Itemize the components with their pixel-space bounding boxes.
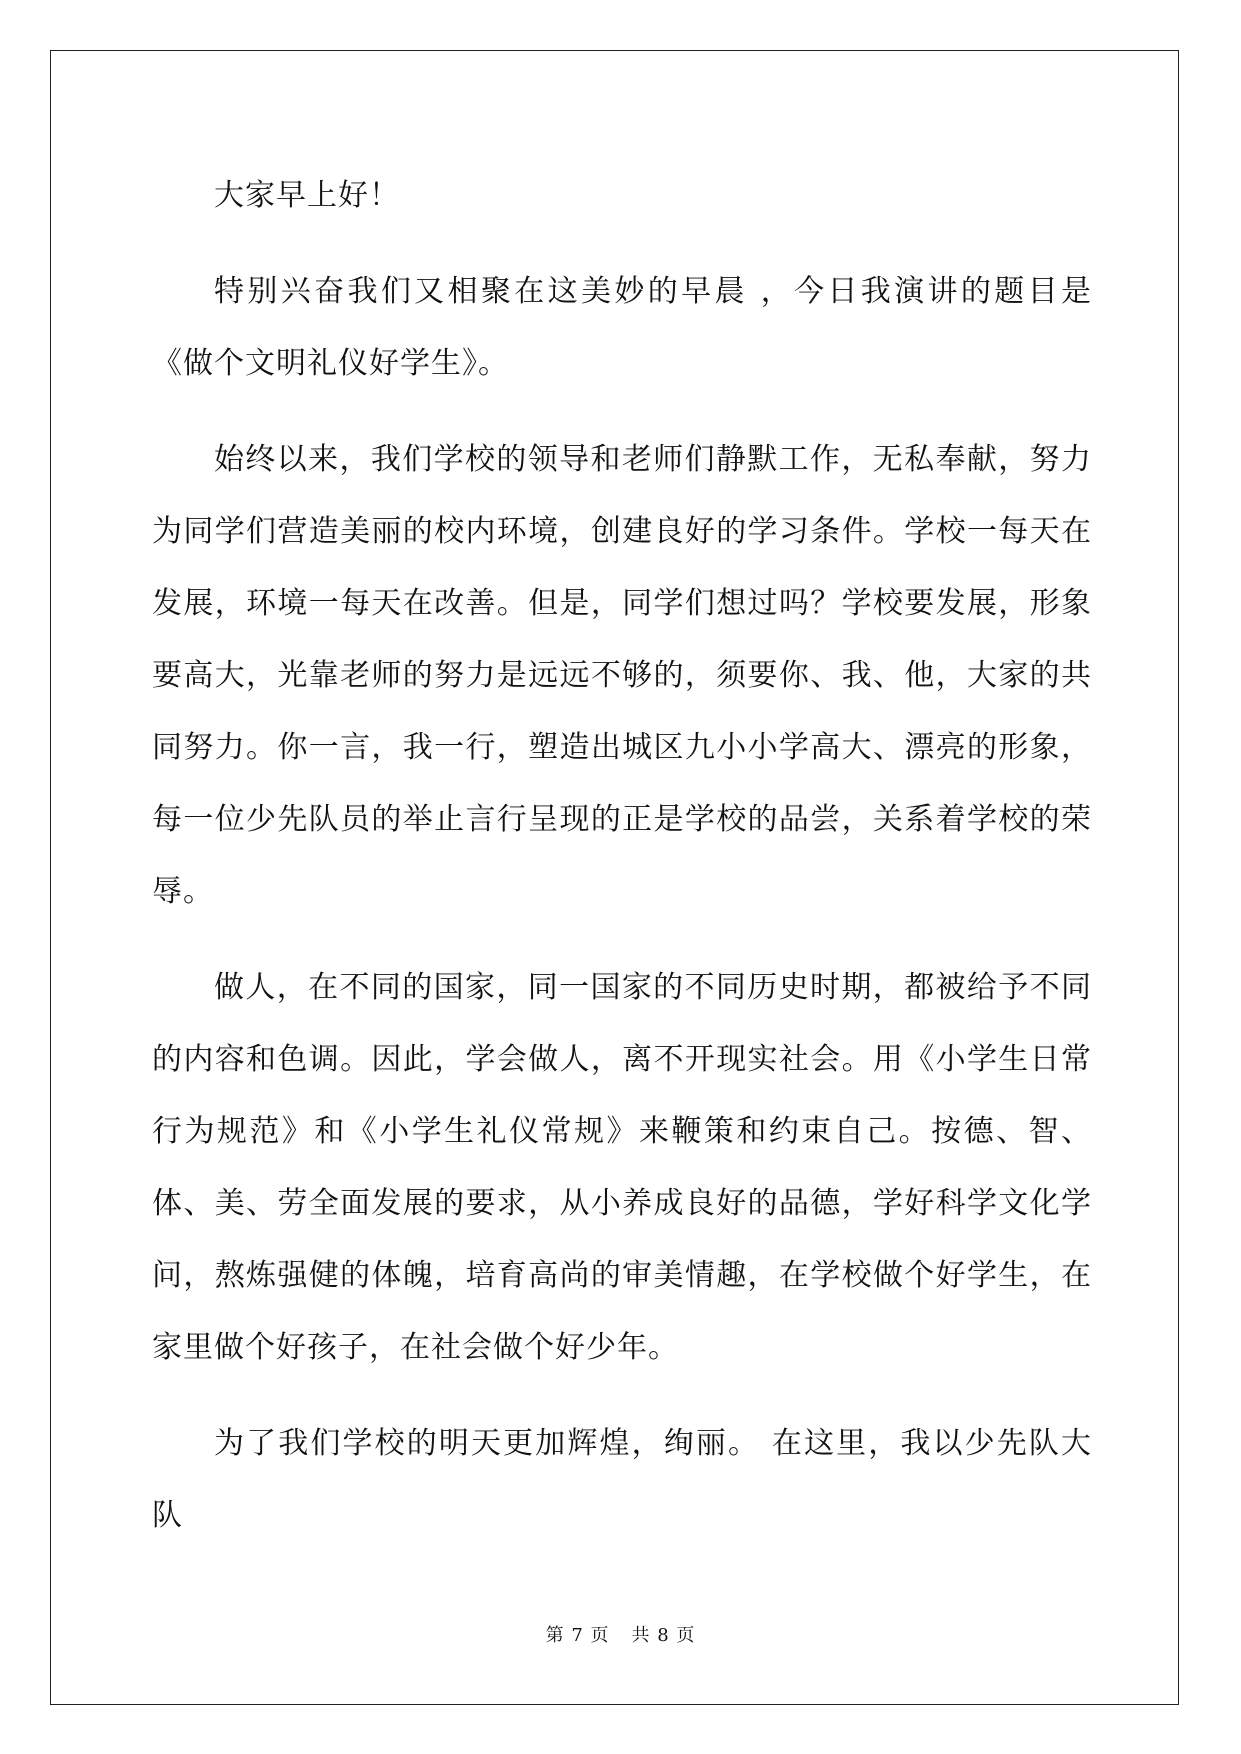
page-total: 共 8 页: [631, 1625, 696, 1646]
paragraph-school: 始终以来，我们学校的领导和老师们静默工作，无私奉献，努力为同学们营造美丽的校内环境，创建良好的学习条件。学校一每天在发展，环境一每天在改善。但是，同学们想过吗？学校要发展，形象要高大，光靠老师的努力是远远不够的，须要你、我、他，大家的共同努力。你一言，我一行，塑造出城区九小小学高大、漂亮的形象，每一位少先队员的举止言行呈现的正是学校的品尝，关系着学校的荣辱。: [152, 442, 1092, 909]
paragraph-closing: 为了我们学校的明天更加辉煌，绚丽。 在这里，我以少先队大队: [152, 1426, 1092, 1533]
paragraph-behavior: 做人，在不同的国家，同一国家的不同历史时期，都被给予不同的内容和色调。因此，学会做人，离不开现实社会。用《小学生日常行为规范》和《小学生礼仪常规》来鞭策和约束自己。按德、智、体、美、劳全面发展的要求，从小养成良好的品德，学好科学文化学问，熬炼强健的体魄，培育高尚的审美情趣，在学校做个好学生，在家里做个好孩子，在社会做个好少年。: [152, 970, 1092, 1365]
paragraph-intro: 特别兴奋我们又相聚在这美妙的早晨 ，今日我演讲的题目是《做个文明礼仪好学生》。: [152, 274, 1092, 381]
document-body: [152, 160, 1092, 1576]
paragraph-greeting: 大家早上好！: [214, 178, 400, 213]
page-footer: [0, 1621, 1241, 1647]
page-number: 第 7 页: [545, 1625, 610, 1646]
